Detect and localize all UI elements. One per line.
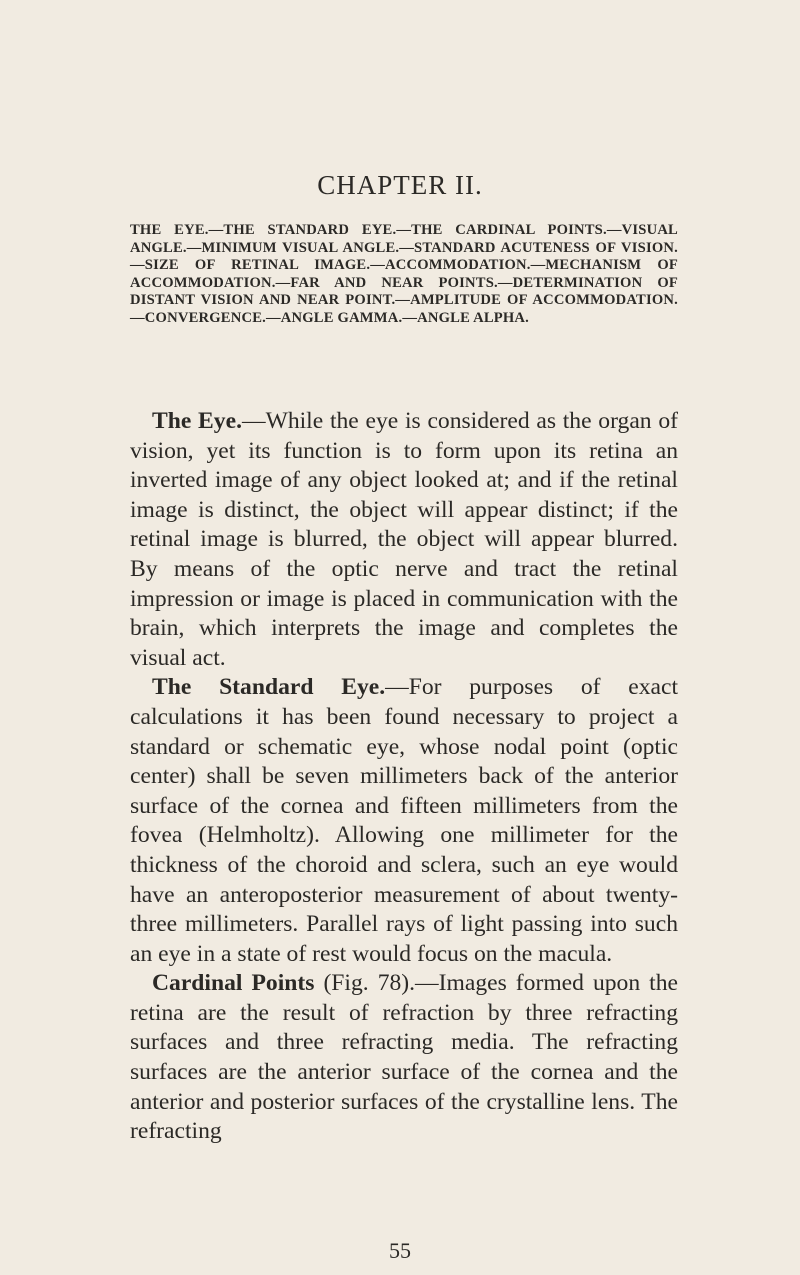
paragraph-text: —While the eye is considered as the organ of vision, yet its function is to form upon its retina an inverted image of any object looked at; and if the retinal image is distinct, the object will appear distinct; if the retinal image is blurred, the object will appear blurred. By means of the optic nerve and tract the retinal impression or image is placed in communication with the brain, which interprets the image and completes the visual act. [130,408,678,671]
paragraph-lead: The Eye. [152,408,242,434]
paragraph-the-eye [130,407,678,673]
chapter-summary: THE EYE.—THE STANDARD EYE.—THE CARDINAL POINTS.—VISUAL ANGLE.—MINIMUM VISUAL ANGLE.—STANDARD ACUTENESS OF VISION.—SIZE OF RETINAL IMAGE.—ACCOMMODATION.—MECHANISM OF ACCOMMODATION.—FAR AND NEAR POINTS.—DETERMINATION OF DISTANT VISION AND NEAR POINT.—AMPLITUDE OF ACCOMMODATION.—CONVERGENCE.—ANGLE GAMMA.—ANGLE ALPHA. [130,222,678,326]
paragraph-standard-eye [130,673,678,969]
body-text [130,407,678,1147]
chapter-heading: CHAPTER II. [317,170,483,200]
paragraph-cardinal-points [130,969,678,1147]
paragraph-lead: The Standard Eye. [152,674,386,701]
paragraph-text: —For purposes of exact calculations it has been found necessary to project a standard or schematic eye, whose nodal point (optic center) shall be seven millimeters back of the anterior surface of the cornea and fifteen millimeters from the fovea (Helmholtz). Allowing one millimeter for the thickness of the choroid and sclera, such an eye would have an anteroposterior measurement of about twenty-three millimeters. Parallel rays of light passing into such an eye in a state of rest would focus on the macula. [130,674,678,967]
page-number: 55 [389,1238,411,1263]
paragraph-lead: Cardinal Points [152,970,315,997]
paragraph-text: (Fig. 78).—Images formed upon the retina are the result of refraction by three refracting surfaces and three refracting media. The refracting surfaces are the anterior surface of the cornea and the anterior and posterior surfaces of the crystalline lens. The refracting [130,970,678,1145]
